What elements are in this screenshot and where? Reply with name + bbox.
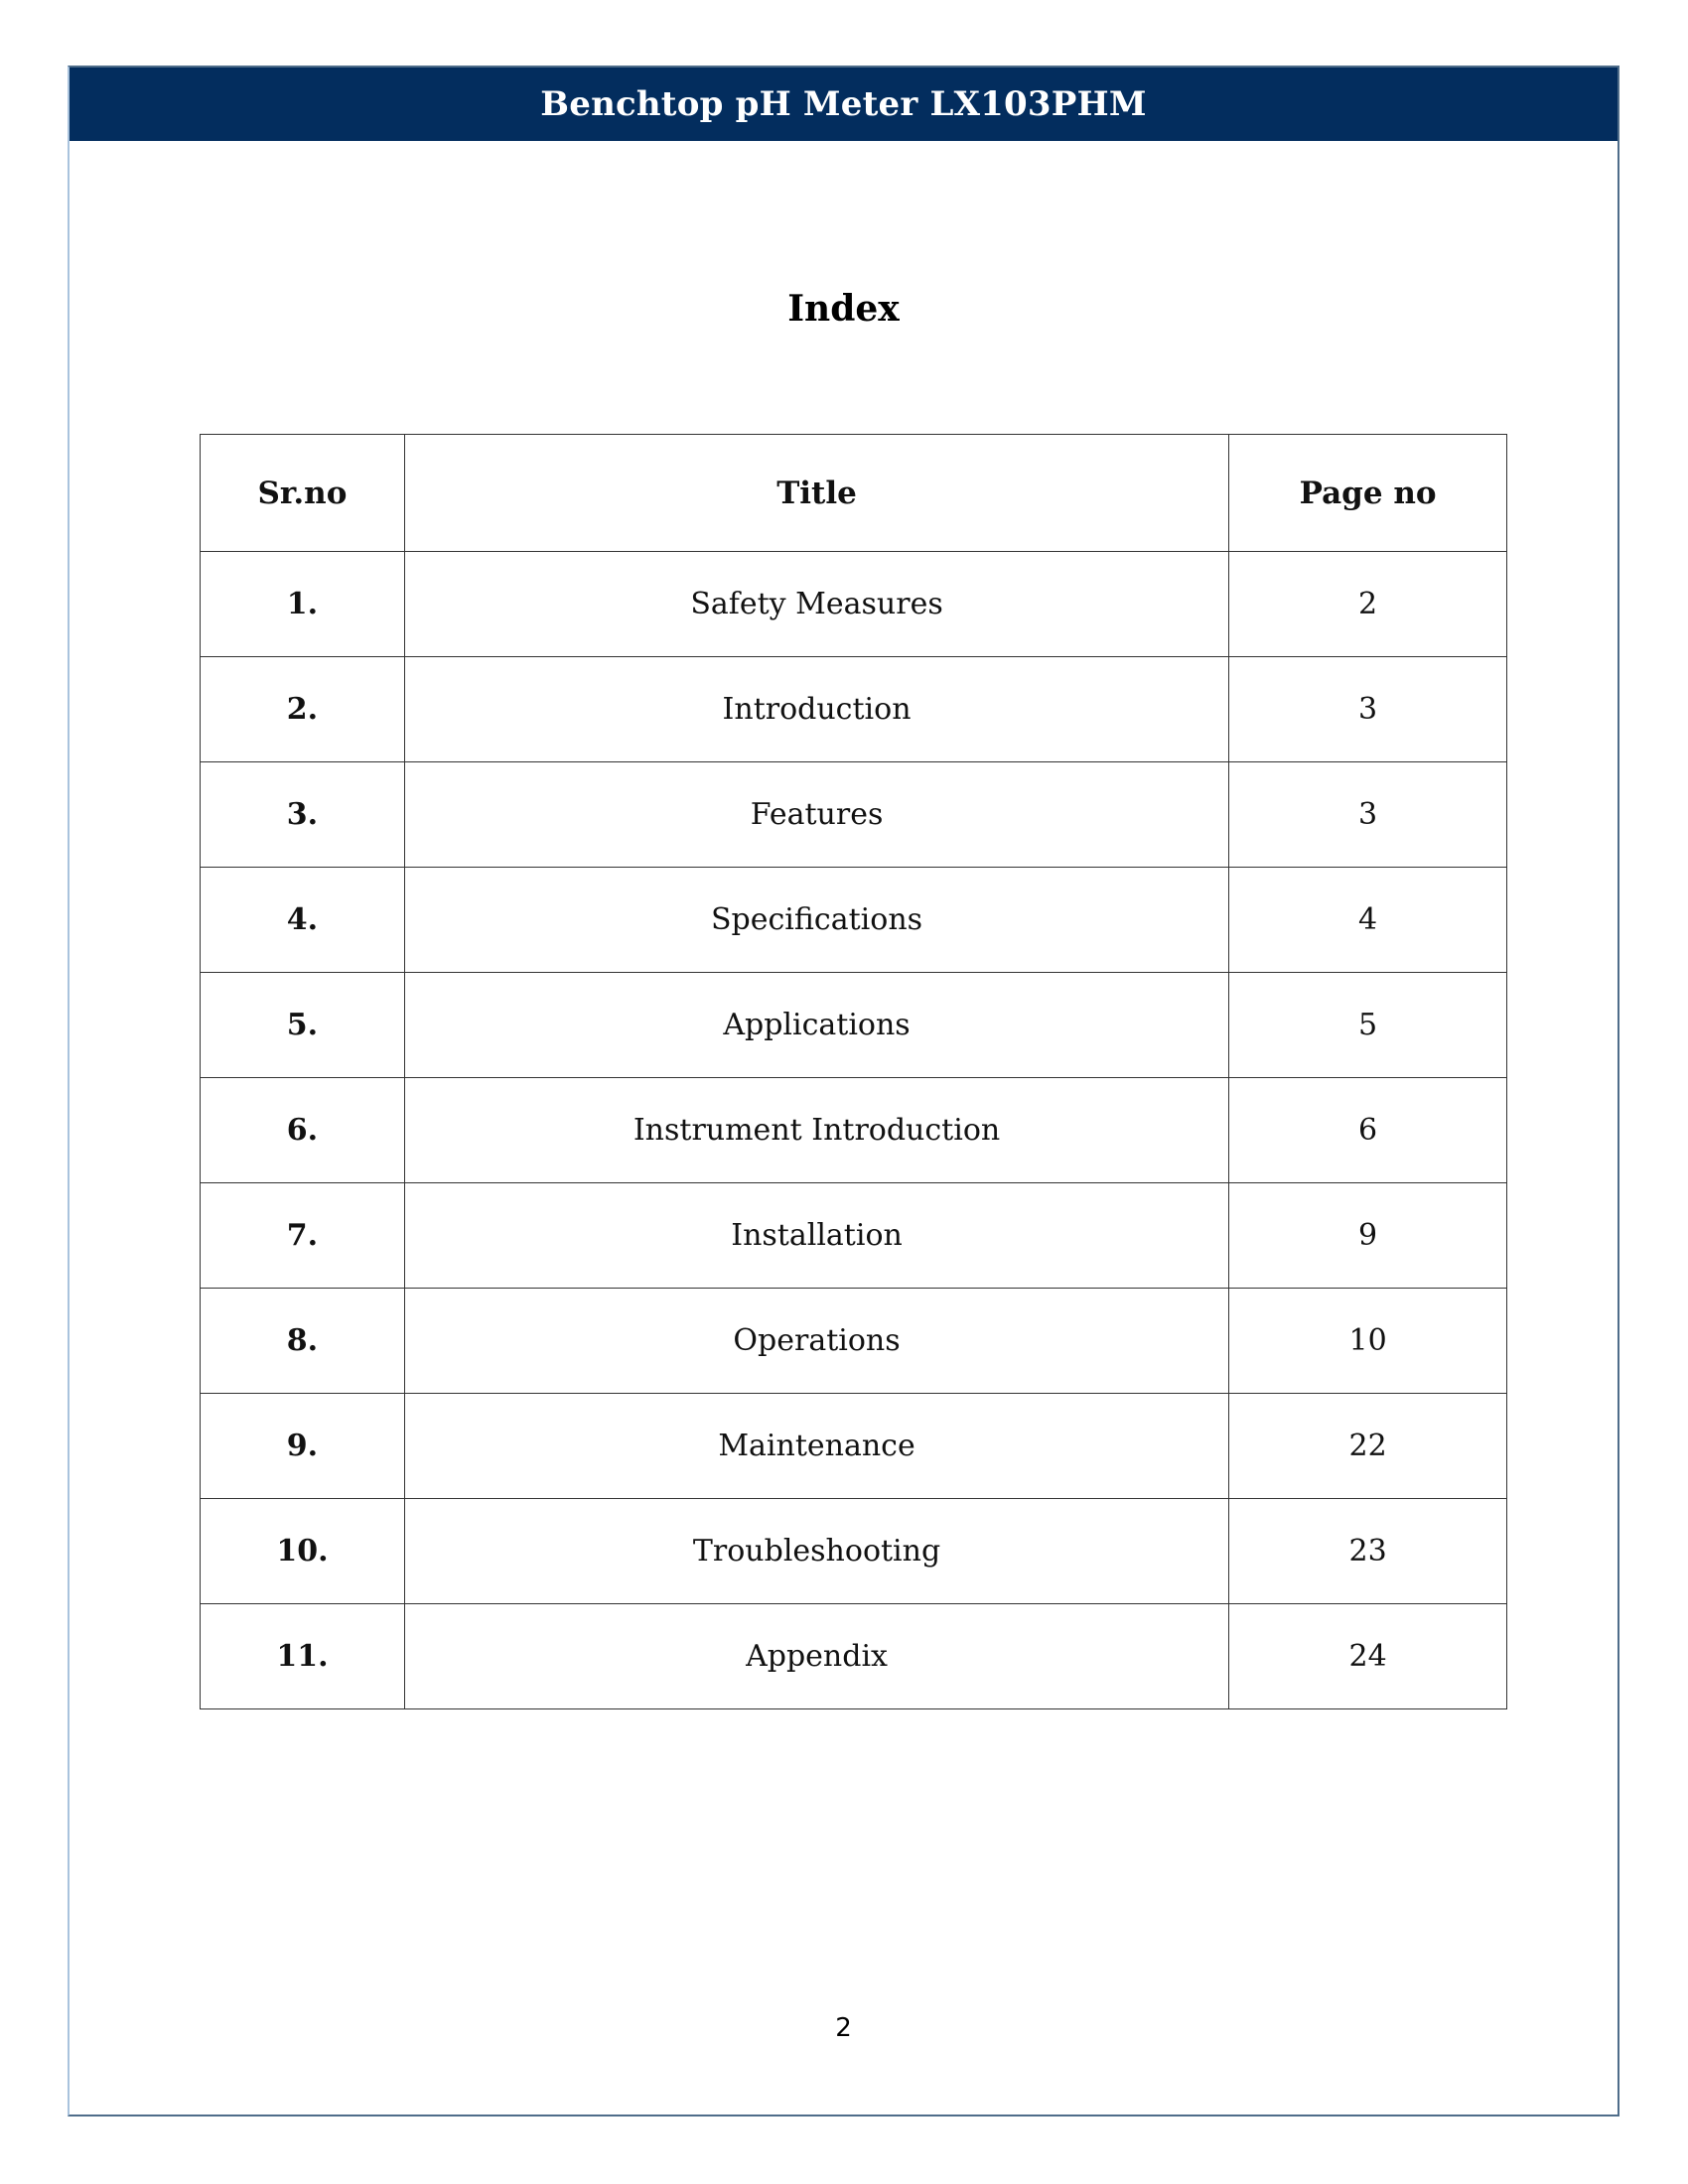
page-frame xyxy=(68,66,1619,2116)
column-header-title: Title xyxy=(404,435,1228,552)
table-row xyxy=(201,1499,1507,1604)
row-srno: 10. xyxy=(201,1499,405,1604)
row-srno: 9. xyxy=(201,1394,405,1499)
row-page: 22 xyxy=(1229,1394,1507,1499)
table-row xyxy=(201,762,1507,868)
row-srno: 5. xyxy=(201,973,405,1078)
document-title: Benchtop pH Meter LX103PHM xyxy=(540,84,1147,124)
row-srno: 6. xyxy=(201,1078,405,1183)
row-title: Installation xyxy=(404,1183,1228,1289)
table-header-row xyxy=(201,435,1507,552)
row-srno: 2. xyxy=(201,657,405,762)
column-header-page: Page no xyxy=(1229,435,1507,552)
row-title: Appendix xyxy=(404,1604,1228,1709)
row-title: Features xyxy=(404,762,1228,868)
row-page: 6 xyxy=(1229,1078,1507,1183)
page-number: 2 xyxy=(835,2013,852,2043)
index-table xyxy=(200,434,1507,1709)
index-heading: Index xyxy=(787,288,900,330)
row-title: Troubleshooting xyxy=(404,1499,1228,1604)
row-title: Safety Measures xyxy=(404,552,1228,657)
row-page: 2 xyxy=(1229,552,1507,657)
column-header-srno: Sr.no xyxy=(201,435,405,552)
row-srno: 3. xyxy=(201,762,405,868)
table-row xyxy=(201,1078,1507,1183)
row-srno: 11. xyxy=(201,1604,405,1709)
row-title: Maintenance xyxy=(404,1394,1228,1499)
table-row xyxy=(201,1289,1507,1394)
row-srno: 8. xyxy=(201,1289,405,1394)
row-title: Applications xyxy=(404,973,1228,1078)
row-page: 9 xyxy=(1229,1183,1507,1289)
row-page: 5 xyxy=(1229,973,1507,1078)
table-row xyxy=(201,973,1507,1078)
row-page: 4 xyxy=(1229,868,1507,973)
row-srno: 4. xyxy=(201,868,405,973)
table-row xyxy=(201,657,1507,762)
header-bar xyxy=(70,68,1618,141)
row-title: Introduction xyxy=(404,657,1228,762)
table-row xyxy=(201,1394,1507,1499)
row-title: Operations xyxy=(404,1289,1228,1394)
row-srno: 1. xyxy=(201,552,405,657)
row-title: Specifications xyxy=(404,868,1228,973)
row-page: 3 xyxy=(1229,657,1507,762)
row-srno: 7. xyxy=(201,1183,405,1289)
table-row xyxy=(201,1183,1507,1289)
row-page: 3 xyxy=(1229,762,1507,868)
table-row xyxy=(201,1604,1507,1709)
row-page: 24 xyxy=(1229,1604,1507,1709)
table-row xyxy=(201,552,1507,657)
row-title: Instrument Introduction xyxy=(404,1078,1228,1183)
table-row xyxy=(201,868,1507,973)
row-page: 23 xyxy=(1229,1499,1507,1604)
row-page: 10 xyxy=(1229,1289,1507,1394)
